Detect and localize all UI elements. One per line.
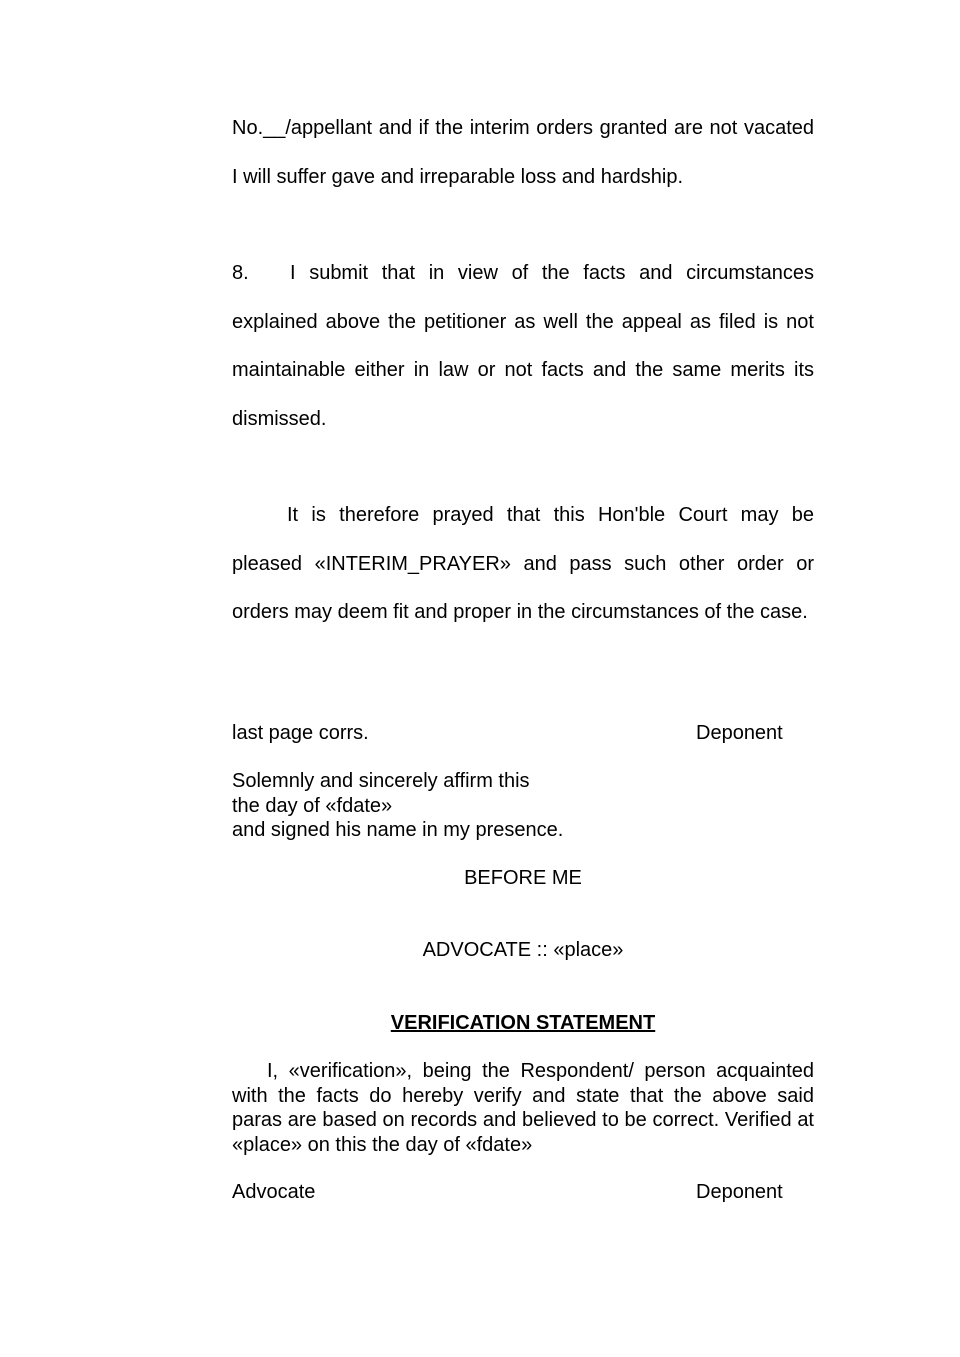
- deponent-label: Deponent: [696, 722, 783, 744]
- verification-heading: VERIFICATION STATEMENT: [390, 1012, 656, 1034]
- signature-row-2: [232, 1179, 814, 1205]
- prayer-paragraph: [232, 491, 814, 637]
- affirmation-line-2: the day of «fdate»: [232, 794, 393, 817]
- prayer-text: It is therefore prayed that this Hon'ble Court may be pleased «INTERIM_PRAYER» and pass such other order or orders may deem fit and proper in the circumstances of the case.: [232, 504, 814, 623]
- verification-paragraph: [232, 1059, 814, 1157]
- paragraph-8: [232, 249, 814, 443]
- paragraph-7-continuation: [232, 104, 814, 201]
- deponent-label-2: Deponent: [696, 1181, 783, 1203]
- affirmation-block: [232, 769, 814, 843]
- signature-row-1: [232, 720, 814, 746]
- affirmation-line-3: and signed his name in my presence.: [232, 819, 564, 841]
- last-page-corrs-label: last page corrs.: [232, 722, 369, 744]
- affirmation-line-1: Solemnly and sincerely affirm this: [232, 770, 530, 792]
- advocate-label: Advocate: [232, 1181, 316, 1203]
- verification-text: I, «verification», being the Respondent/ person acquainted with the facts do hereby verify and state that the above said paras are based on records and believed to be correct. Verified at «place» on this the day of «fdate»: [232, 1060, 814, 1156]
- before-me: BEFORE ME: [464, 867, 582, 889]
- paragraph-8-number: 8.: [232, 262, 249, 284]
- paragraph-7-text: No.__/appellant and if the interim orders granted are not vacated I will suffer gave and irreparable loss and hardship.: [232, 117, 814, 188]
- paragraph-8-text: I submit that in view of the facts and circumstances explained above the petitioner as well the appeal as filed is not maintainable either in law or not facts and the same merits its dismissed.: [232, 262, 814, 430]
- advocate-place: ADVOCATE :: «place»: [422, 939, 624, 961]
